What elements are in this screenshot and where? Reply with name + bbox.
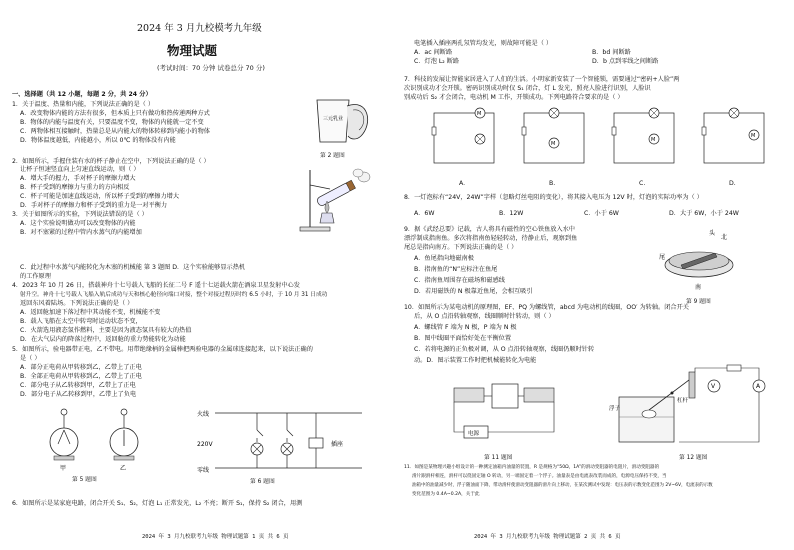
q2-option-a: A．增大手的握力，手对杯子的摩擦力增大	[20, 175, 136, 182]
exam-title: 2024 年 3 月九校模考九年级	[137, 23, 262, 34]
q7-circuits	[404, 105, 782, 175]
q10-stem2: 后，从 O 点沿转轴观察，线圈顺时针转动，则（ ）	[414, 313, 555, 320]
footer-right: 2024 年 3 月九校联考九年级 物理试题第 2 页 共 6 页	[474, 534, 621, 540]
svg-text:M: M	[551, 141, 556, 147]
zero-wire-label: 零线	[197, 467, 210, 474]
lever-label: 杠杆	[677, 398, 689, 404]
q8-stem: 8．一灯泡标有“24V，24W”字样（忽略灯丝电阻的变化），将其接入电压为 12V 时，灯泡的实际功率为（ ）	[404, 194, 703, 201]
q9-option-b: B．指南鱼的“N”应标注在鱼尾	[414, 266, 498, 273]
q10-option-c: C．若将电源的正负极对调，从 O 点沿转轴观察，线圈仍顺时针转	[414, 346, 595, 353]
q6-option-a: A．ac 间断路	[414, 49, 453, 56]
q8-option-a: A．6W	[414, 210, 435, 217]
svg-text:M: M	[651, 137, 656, 143]
q1-option-c: C．两物体相互接触时，热量总是从内能大的物体转移到内能小的物体	[20, 128, 210, 135]
q1-stem: 1．关于温度、热量和内能，下列说法正确的是（ ）	[12, 101, 155, 108]
footer-left: 2024 年 3 月九校联考九年级 物理试题第 1 页 共 6 页	[142, 534, 289, 540]
q9-option-a: A．鱼尾指向地磁南极	[414, 255, 474, 262]
volt-label: 220V	[197, 441, 213, 448]
q11-stem: 11．如图是某物理兴趣小组设计的一种测定油箱内油量的装置，R 是规格为“50Ω，1A”的滑动变阻器的电阻片，滑动变阻器的	[404, 465, 660, 470]
label-yi: 乙	[120, 465, 127, 472]
q7-option-d: D.	[729, 180, 736, 187]
q5-option-b: B．全部正电荷从甲转移到乙，乙带上了正电	[20, 373, 142, 380]
fire-wire-label: 火线	[197, 411, 210, 418]
fuel-gauge-figure	[609, 362, 779, 452]
q7-stem: 7．科技的发展让智能家居进入了人们的生活。小明家新安装了一个智能锁，需要通过“密码+人脸”两	[404, 76, 680, 83]
q2-figure-caption: 第 2 题图	[320, 153, 345, 159]
svg-text:M: M	[477, 111, 482, 117]
q10-option-b: B．图中线圈平面恰好处在平衡位置	[414, 335, 512, 342]
q3-option-c: C．此过程中水蒸气内能转化为木塞的机械能 第 3 题图 D．这个实验能够显示热机	[20, 264, 246, 271]
q4-option-b: B．载人飞船在太空中转弯时运动状态不变，	[20, 318, 142, 325]
label-jia: 甲	[60, 465, 67, 472]
burner-figure	[292, 165, 372, 235]
q1-option-d: D．物体温度越低，内能越小，所以 0℃ 的物体没有内能	[20, 137, 176, 144]
q10-stem: 10．如图所示为某电动机的原理图，EF、PQ 为螺线管，abcd 为电动机的线圈，OO′ 为转轴。闭合开关	[404, 304, 689, 311]
left-column	[12, 0, 390, 550]
q3-option-a: A．这个实验说明做功可以改变物体的内能	[20, 220, 136, 227]
q9-option-d: D．若用磁铁的 N 极靠近鱼尾，会相互吸引	[414, 288, 533, 295]
electroscope-figure	[42, 408, 152, 472]
q4-stem3: 返回东风着陆场。下列说法正确的是（ ）	[20, 300, 134, 307]
q4-stem2: 射升空。神舟十七号载人飞船入轨后成功与天和核心舱径向端口对接，整个对接过程历时约 6.5 小时，于 10 月 31 日成功	[20, 292, 328, 298]
q11-stem4: 变化范围为 0.4A~0.2A，关于此	[412, 492, 480, 497]
cup-label: 三元乳业	[323, 116, 344, 122]
q6-option-c: C．灯泡 L₂ 断路	[414, 58, 460, 65]
q2-option-c: C．杯子可能是加速直线运动，所以杯子受到的摩擦力增大	[20, 193, 180, 200]
q11-stem3: 油箱中的油量减少时，浮子随油面下降，带动滑杆使滑动变阻器的滑片向上移动，在某次测试中发现：电压表的示数变化范围为 2V~6V，电流表的示数	[412, 483, 713, 488]
q9-figure-caption: 第 9 题图	[686, 299, 711, 305]
household-circuit-figure	[197, 408, 367, 478]
section-title: 一、选择题（共 12 小题，每题 2 分，共 24 分）	[12, 91, 152, 98]
q10-option-a: A．螺线管 F 端为 N 极，P 端为 N 极	[414, 324, 517, 331]
q11-figure-caption: 第 11 题图	[484, 455, 513, 461]
right-column	[404, 0, 782, 550]
cup-figure	[307, 92, 377, 152]
power-label: 电源	[468, 431, 480, 437]
q6-cont: 电笔插入插座两孔氖管均发光，则故障可能是（ ）	[414, 40, 553, 47]
q3-stem: 3．关于如图所示的实验，下列说法错误的是（ ）	[12, 211, 148, 218]
q3-option-c2: 的工作原理	[20, 273, 51, 280]
subject-title: 物理试题	[167, 43, 218, 58]
q5-option-d: D．部分电子从乙转移到甲，乙带上了负电	[20, 391, 137, 398]
q11-stem2: 滑片跟滑杆相连，滑杆可以绕固定轴 O 转动，另一端固定着一个浮子。油量表是由电流表改装而成的，电源电压保持不变，当	[412, 474, 667, 479]
q6-option-b: B．bd 间断路	[592, 49, 631, 56]
svg-text:V: V	[711, 383, 716, 390]
svg-text:M: M	[751, 133, 756, 139]
q2-option-d: D．手对杯子的摩擦力和杯子受到的重力是一对平衡力	[20, 202, 168, 209]
q5-stem: 5．如图所示，验电器带正电，乙不带电。用带绝缘柄的金属棒把两验电器的金属球连接起来，以下说法正确的	[12, 346, 313, 353]
q7-stem3: 别成功后 S₂ 才会闭合，电动机 M 工作，开锁成功。下列电路符合要求的是（ ）	[404, 94, 624, 101]
socket-label: 插座	[331, 441, 344, 448]
motor-figure	[444, 368, 574, 448]
q4-option-a: A．返回舱加速下落过程中其动能不变，机械能不变	[20, 309, 161, 316]
q5-figure-caption: 第 5 题图	[72, 477, 97, 483]
q5-stem2: 是（ ）	[20, 355, 41, 362]
svg-text:A: A	[756, 383, 761, 390]
q1-option-b: B．物体的内能与温度有关，只要温度不变，物体的内能就一定不变	[20, 119, 204, 126]
fish-head-label: 头	[709, 230, 716, 237]
float-label: 浮子	[609, 406, 621, 412]
q7-option-b: B.	[549, 180, 556, 187]
q9-stem2: 漂浮制成指南鱼。多次将指南鱼轻轻转动，待静止后，观察到鱼	[404, 235, 578, 242]
q4-option-d: D．在大气层内的降落过程中，返回舱的重力势能转化为动能	[20, 336, 186, 343]
q10-option-c2: 动。D．图示装置工作时把机械能转化为电能	[414, 357, 537, 364]
q8-option-c: C．小于 6W	[584, 210, 619, 217]
q4-stem: 4．2023 年 10 月 26 日，搭载神舟十七号载人飞船的长征二号 F 遥十七运载火箭在酒泉卫星发射中心发	[12, 282, 300, 289]
q5-option-a: A．部分正电荷从甲转移到乙，乙带上了正电	[20, 364, 142, 371]
q7-option-a: A.	[459, 180, 466, 187]
q7-option-c: C.	[639, 180, 646, 187]
q3-option-b: B．对不塞紧的过程中管内水蒸气的内能增加	[20, 229, 142, 236]
q9-option-c: C．指南鱼周围存在磁场和磁感线	[414, 277, 505, 284]
q6-figure-caption: 第 6 题图	[250, 479, 275, 485]
q6-option-d: D．b 点到零线之间断路	[592, 58, 659, 65]
q9-stem3: 尾总是指向南方。下列说法正确的是（ ）	[404, 244, 518, 251]
q8-option-b: B．12W	[499, 210, 524, 217]
q7-stem2: 次识别成功才会开锁。密码识别成功时仅 S₁ 闭合，灯 L 发光，照亮人脸进行识别，人脸识	[404, 85, 651, 92]
q12-figure-caption: 第 12 题图	[679, 455, 708, 461]
q4-option-c: C．火箭选用液态氢作燃料，主要是因为液态氢具有较大的热值	[20, 327, 192, 334]
q9-stem: 9．据《武经总要》记载，古人将具有磁性的空心铁鱼放入水中	[404, 226, 575, 233]
q8-option-d: D．大于 6W，小于 24W	[669, 210, 739, 217]
q6-stem: 6．如图所示是某家庭电路，闭合开关 S₁、S₂，灯泡 L₁ 正常发光，L₂ 不亮；断开 S₁，保持 S₂ 闭合，用测	[12, 500, 303, 507]
q1-option-a: A．改变物体内能的方法有很多，但本质上只有做功和热传递两种方式	[20, 110, 210, 117]
fish-tail-label: 尾	[659, 254, 666, 261]
compass-fish-figure	[659, 225, 739, 295]
north-label: 北	[721, 234, 728, 241]
south-label: 南	[695, 284, 702, 291]
q2-stem: 2．如图所示，手握住装有水的杯子静止在空中，下列说法正确的是（ ）	[12, 158, 210, 165]
q5-option-c: C．部分电子从乙转移到甲，乙带上了正电	[20, 382, 136, 389]
exam-meta: (考试时间：70 分钟 试卷总分 70 分)	[157, 64, 265, 72]
q2-line2: 让杯子恒速竖直向上匀速直线运动，则（ ）	[20, 166, 140, 173]
q2-option-b: B．杯子受到的摩擦力与重力的方向相反	[20, 184, 130, 191]
